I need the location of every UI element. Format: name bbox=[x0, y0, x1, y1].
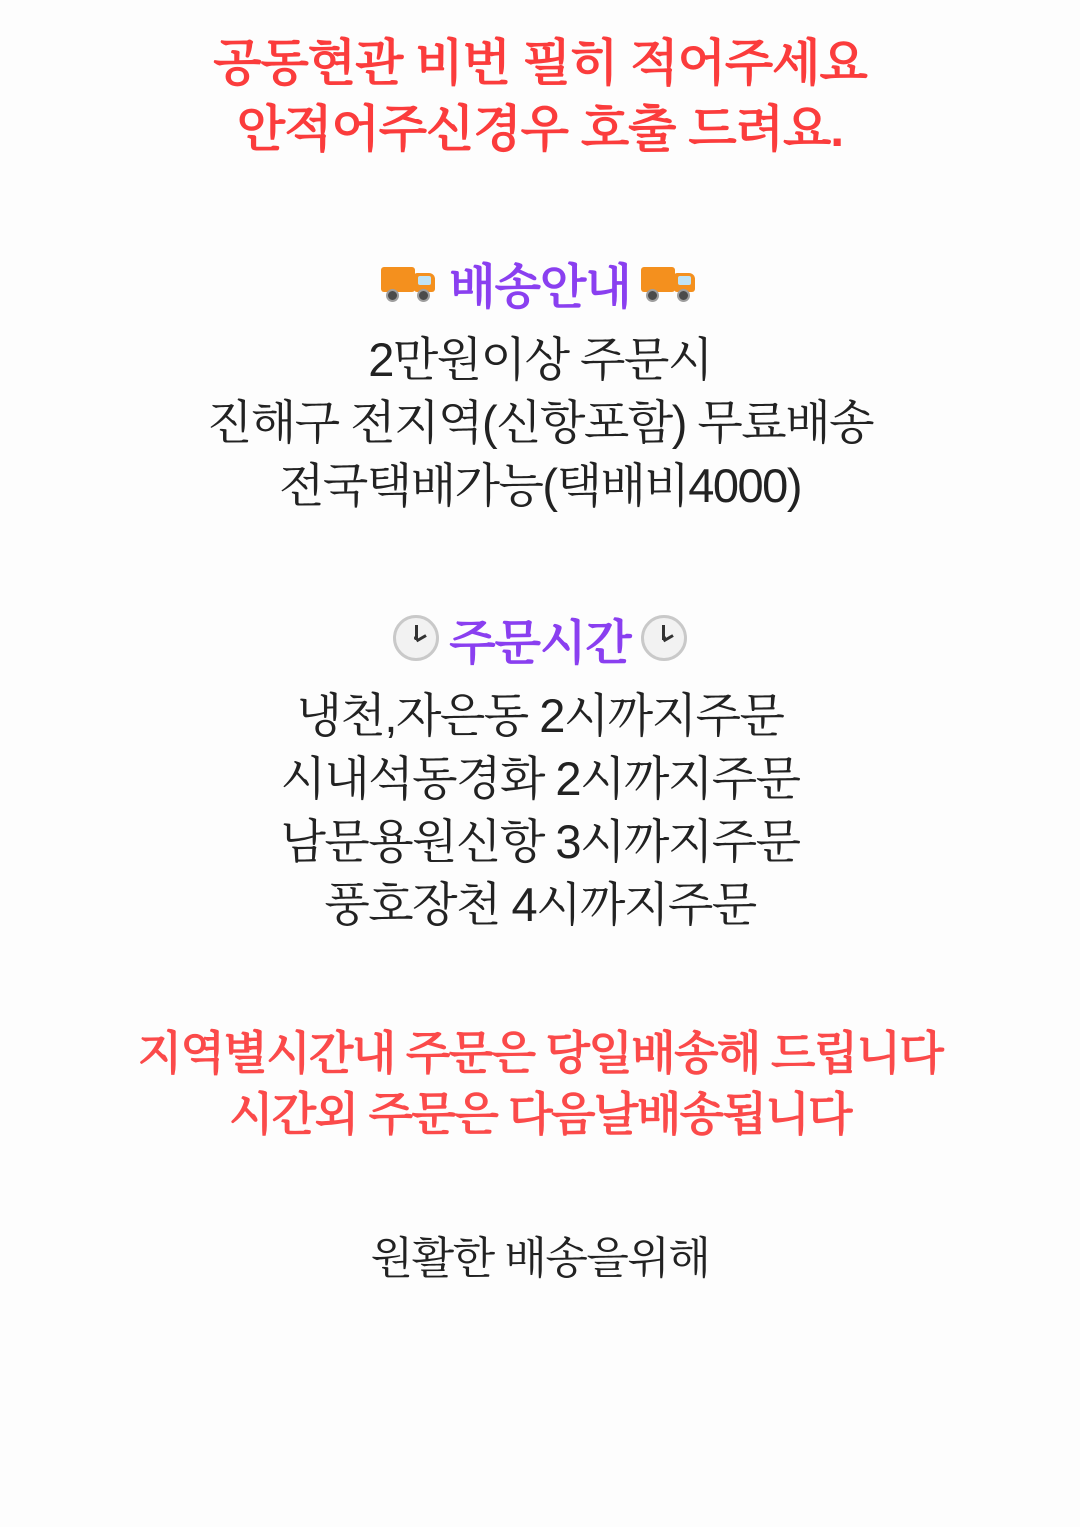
delivery-line-1: 2만원이상 주문시 bbox=[368, 333, 712, 386]
header-line-1: 공동현관 비번 필히 적어주세요 bbox=[213, 35, 867, 91]
order-time-row-4: 풍호장천 4시까지주문 bbox=[324, 877, 756, 931]
order-time-section-title bbox=[393, 604, 686, 673]
clock-icon bbox=[641, 615, 687, 661]
delivery-section-title bbox=[381, 248, 698, 317]
truck-icon bbox=[381, 263, 439, 303]
delivery-title-label: 배송안내 bbox=[449, 261, 631, 314]
order-time-row-2: 시내석동경화 2시까지주문 bbox=[280, 751, 800, 805]
delivery-line-2: 진해구 전지역(신항포함) 무료배송 bbox=[206, 395, 874, 449]
red-note-1: 지역별시간내 주문은 당일배송해 드립니다 bbox=[137, 1026, 943, 1079]
order-time-row-1: 냉천,자은동 2시까지주문 bbox=[296, 688, 784, 742]
header-line-2: 안적어주신경우 호출 드려요. bbox=[236, 101, 844, 157]
order-time-title-label: 주문시간 bbox=[449, 616, 631, 670]
clock-icon bbox=[393, 615, 439, 661]
footer-line: 원활한 배송을위해 bbox=[370, 1234, 710, 1284]
truck-icon bbox=[641, 263, 699, 303]
delivery-line-3: 전국택배가능(택배비4000) bbox=[279, 458, 801, 512]
order-time-row-3: 남문용원신항 3시까지주문 bbox=[280, 814, 800, 868]
red-note-2: 시간외 주문은 다음날배송됩니다 bbox=[228, 1087, 852, 1140]
